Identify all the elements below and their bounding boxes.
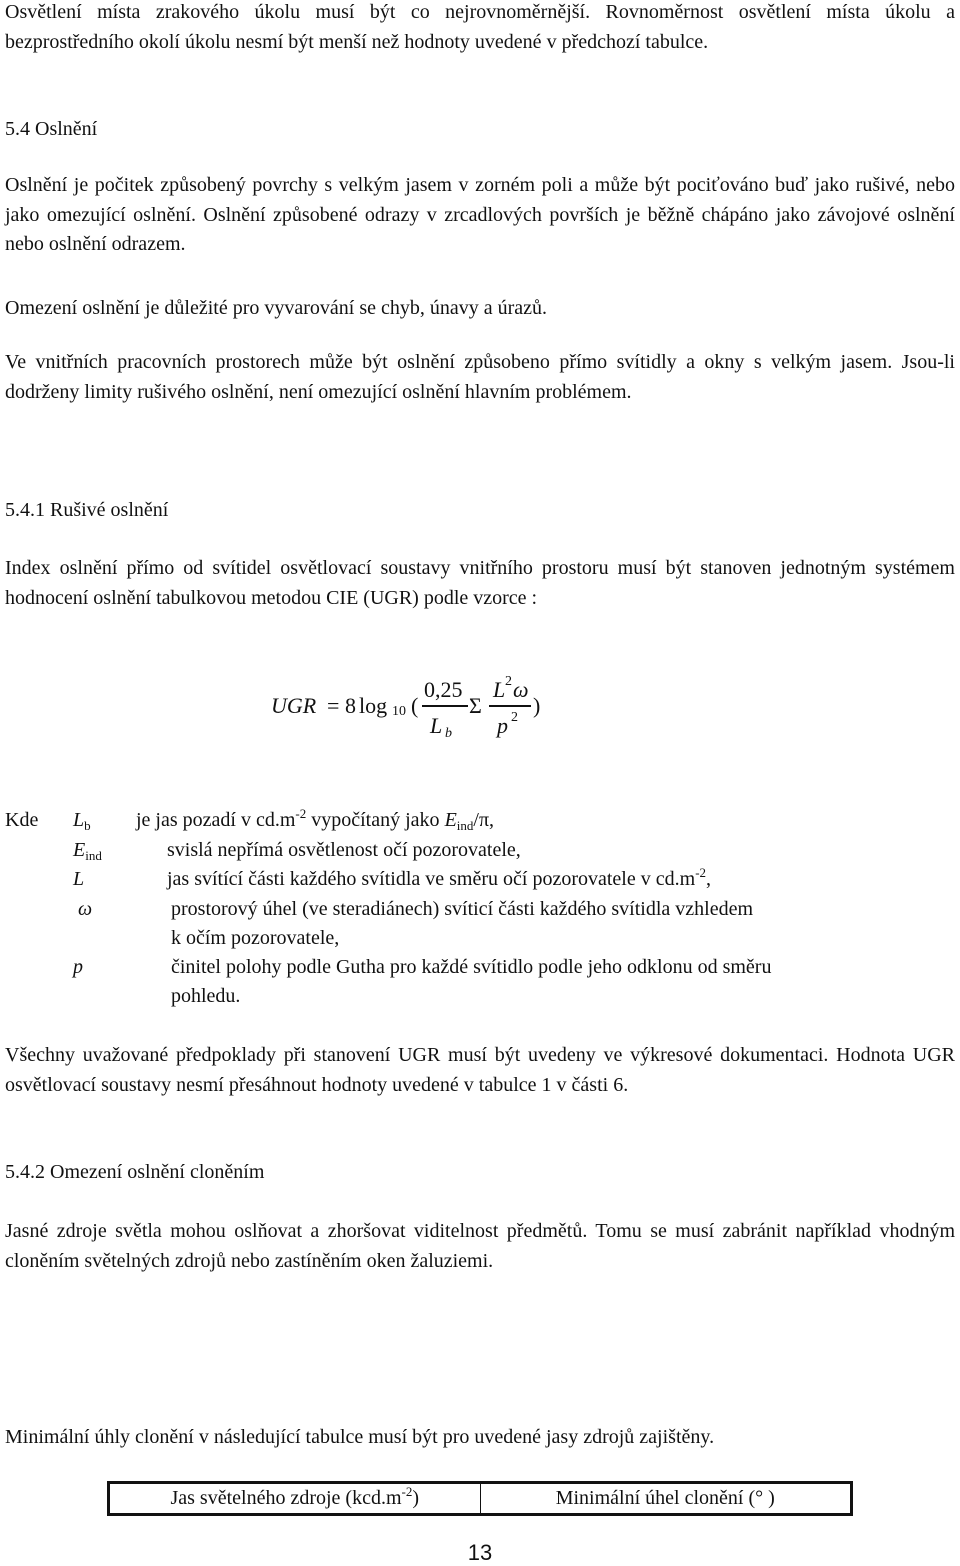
formula-numerator-l: L (493, 677, 506, 702)
formula-denominator-sub-b: b (445, 726, 452, 741)
def-text-p-cont: pohledu. (171, 985, 241, 1007)
where-label: Kde (5, 809, 39, 831)
intro-paragraph: Osvětlení místa zrakového úkolu musí být co nejrovnoměrnější. Rovnoměrnost osvětlení místa úkolu a bezprostředního okolí úkolu nesmí být menší než hodnoty uvedené v předchozí tabulce. (5, 1, 955, 53)
def-symbol-eind: $E_{ind}$ (73, 839, 102, 863)
formula-numerator-025: 0,25 (424, 677, 463, 702)
formula-ugr-symbol: UGR (271, 693, 317, 718)
def-symbol-p: p (73, 956, 83, 978)
table-header-row (109, 1483, 852, 1515)
paragraph-indoor-glare: Ve vnitřních pracovních prostorech může být oslnění způsobeno přímo svítidly a okny s velkým jasem. Jsou-li dodrženy limity rušivého oslnění, není omezující oslnění hlavním problémem. (5, 351, 955, 403)
formula-fraction-line-2 (489, 705, 531, 707)
def-symbol-l: L (73, 868, 85, 890)
def-symbol-lb: $L_b$ (73, 809, 91, 833)
formula-denominator-sup-2: 2 (511, 710, 518, 725)
formula-omega: ω (513, 677, 529, 702)
formula-log-base: 10 (392, 704, 406, 719)
table-header-luminance: Jas světelného zdroje $(kcd.m^{-2})$ (109, 1483, 481, 1515)
def-text-p: činitel polohy podle Gutha pro každé svítidlo podle jeho odklonu od směru (171, 956, 772, 978)
paragraph-shielding: Jasné zdroje světla mohou oslňovat a zhoršovat viditelnost předmětů. Tomu se musí zabránit například vhodným cloněním světelných zdrojů nebo zastíněním oken žaluziemi. (5, 1220, 955, 1272)
def-text-omega: prostorový úhel (ve steradiánech) svíticí části každého svítidla vzhledem (171, 898, 754, 920)
section-heading-5-4-1: 5.4.1 Rušivé oslnění (5, 499, 169, 521)
section-heading-5-4-2: 5.4.2 Omezení oslnění cloněním (5, 1161, 265, 1183)
formula-sigma: Σ (469, 693, 482, 718)
page-number: 13 (467, 1540, 493, 1565)
formula-open-paren: ( (411, 693, 419, 718)
formula-coefficient: 8 (345, 693, 356, 718)
formula-numerator-sup-2: 2 (505, 674, 512, 689)
def-symbol-omega: ω (78, 898, 93, 920)
shielding-angle-table (107, 1481, 853, 1516)
table-header-angle: Minimální úhel clonění (° ) (480, 1483, 852, 1515)
def-text-l: jas svítící části každého svítidla ve směru očí pozorovatele v $cd.m^{-2}$, (167, 865, 712, 890)
paragraph-ugr-intro: Index oslnění přímo od svítidel osvětlovací soustavy vnitřního prostoru musí být stanoven jednotným systémem hodnocení oslnění tabulkovou metodou CIE (UGR) podle vzorce : (5, 557, 955, 609)
formula-fraction-line-1 (422, 705, 468, 707)
formula-close-paren: ) (533, 693, 541, 718)
paragraph-glare-definition: Oslnění je počitek způsobený povrchy s velkým jasem v zorném poli a může být pociťováno buď jako rušivé, nebo jako omezující oslnění. Oslnění způsobené odrazy v zrcadlových površích je běžně chápáno jako závojové oslnění nebo oslnění odrazem. (5, 174, 955, 255)
def-text-lb: je jas pozadí v $cd.m^{-2}$ vypočítaný jako $E_{ind}/\pi$, (136, 806, 495, 833)
def-text-eind: svislá nepřímá osvětlenost očí pozorovatele, (167, 839, 521, 861)
paragraph-ugr-documentation: Všechny uvažované předpoklady při stanovení UGR musí být uvedeny ve výkresové dokumentaci. Hodnota UGR osvětlovací soustavy nesmí přesáhnout hodnoty uvedené v tabulce 1 v části 6. (5, 1044, 955, 1096)
paragraph-min-angles: Minimální úhly clonění v následující tabulce musí být pro uvedené jasy zdrojů zajištěny. (5, 1426, 715, 1448)
def-text-omega-cont: k očím pozorovatele, (171, 927, 340, 949)
paragraph-glare-importance: Omezení oslnění je důležité pro vyvarování se chyb, únavy a úrazů. (5, 297, 548, 319)
formula-denominator-l: L (430, 713, 443, 738)
formula-denominator-p: p (497, 713, 508, 738)
section-heading-5-4: 5.4 Oslnění (5, 118, 98, 140)
formula-equals: = (327, 693, 340, 718)
formula-log: log (359, 693, 388, 718)
